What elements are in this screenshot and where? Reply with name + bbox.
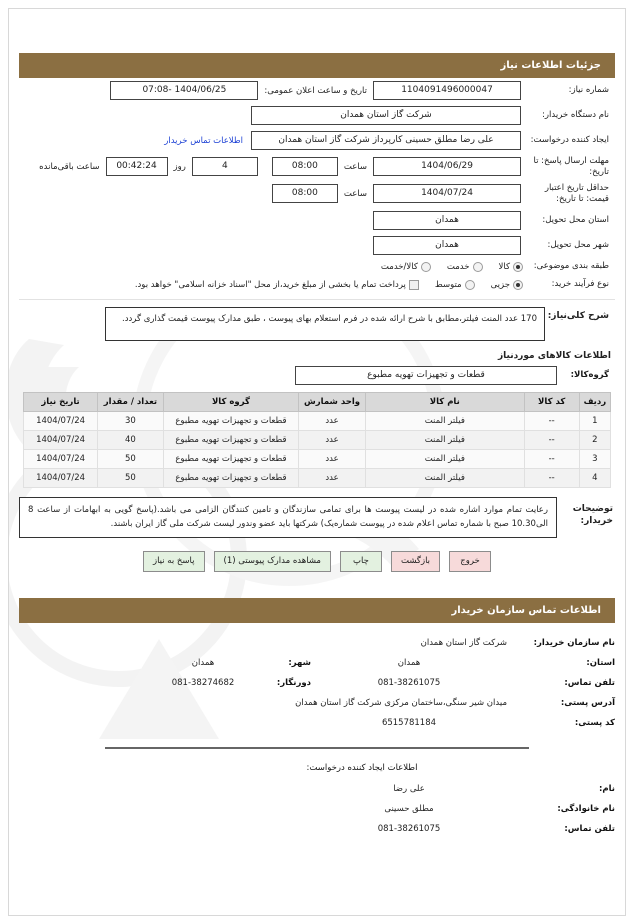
- goods-table-head: [24, 392, 611, 411]
- goods-table: [23, 392, 611, 488]
- buyer-notes-row: [9, 488, 625, 539]
- col-goods-code: کد کالا: [524, 392, 579, 411]
- action-button-bar: [9, 538, 625, 580]
- need-number-row: [19, 78, 615, 103]
- col-goods-group: گروه کالا: [163, 392, 298, 411]
- requester-phone-label: تلفن تماس:: [564, 824, 615, 835]
- purchase-type-option-label: جزیی: [490, 279, 510, 290]
- city-value: همدان: [191, 658, 215, 669]
- validity-hour-field[interactable]: 08:00: [272, 184, 338, 203]
- cell-unit: عدد: [299, 411, 366, 430]
- classification-label: طبقه بندی موضوعی:: [533, 261, 609, 272]
- requester-info-title: اطلاعات ایجاد کننده درخواست:: [306, 763, 418, 774]
- postal-code-label: کد پستی:: [574, 718, 615, 729]
- print-button[interactable]: چاپ: [340, 551, 382, 572]
- buyer-org-contact-row: [9, 633, 625, 653]
- back-button[interactable]: بازگشت: [391, 551, 440, 572]
- postal-code-row: [9, 713, 625, 733]
- summary-text-box: 170 عدد المنت فیلتر،مطابق با شرح ارائه شده در فرم استعلام بهای پیوست ، طبق مدارک پیوست قیمت گذاری گردد.: [105, 307, 545, 341]
- goods-table-wrap: [9, 388, 625, 488]
- need-details-panel: [9, 78, 625, 294]
- requester-phone-value: 081-38261075: [377, 824, 441, 835]
- cell-row-index: 1: [579, 411, 610, 430]
- postal-code-value: 6515781184: [381, 718, 437, 729]
- respond-to-need-button[interactable]: پاسخ به نیاز: [143, 551, 205, 572]
- remaining-time-label: ساعت باقی‌مانده: [39, 161, 100, 172]
- cell-goods-code: --: [524, 449, 579, 468]
- main-content: [9, 53, 625, 839]
- cell-goods-code: --: [524, 468, 579, 487]
- delivery-city-label: شهر محل تحویل:: [547, 239, 609, 250]
- treasury-docs-label: پرداخت تمام یا بخشی از مبلغ خرید،از محل "اسناد خزانه اسلامی" خواهد بود.: [134, 279, 406, 290]
- cell-goods-group: قطعات و تجهیزات تهویه مطبوع: [163, 468, 298, 487]
- purchase-type-option-jozei[interactable]: [491, 280, 523, 290]
- cell-goods-group: قطعات و تجهیزات تهویه مطبوع: [163, 430, 298, 449]
- col-need-date: تاریخ نیاز: [24, 392, 98, 411]
- buyer-notes-box: رعایت تمام موارد اشاره شده در لیست پیوست ها برای تمامی سازندگان و تامین کنندگان الزامی می باشد.(پاسخ گویی به ابهامات از ساعت 8 الی10.30 صبح با شماره تماس اعلام شده در پیوست شماره‌یک) شرکتها باید عضو وندور لیست شرکت ملی گاز ایران باشند.: [19, 497, 557, 539]
- province-label: استان:: [586, 658, 615, 669]
- buyer-org-label: نام دستگاه خریدار:: [542, 110, 609, 121]
- delivery-province-field[interactable]: همدان: [373, 211, 521, 230]
- cell-goods-group: قطعات و تجهیزات تهویه مطبوع: [163, 449, 298, 468]
- classification-option-label: کالا: [498, 261, 510, 272]
- cell-need-date: 1404/07/24: [24, 449, 98, 468]
- buyer-org-contact-value: شرکت گاز استان همدان: [420, 638, 507, 649]
- cell-quantity: 30: [98, 411, 164, 430]
- classification-option-kala[interactable]: [499, 262, 523, 272]
- cell-goods-name: فیلتر المنت: [365, 430, 524, 449]
- phone-label: تلفن تماس:: [564, 678, 615, 689]
- creator-label: ایجاد کننده درخواست:: [530, 135, 609, 146]
- delivery-city-field[interactable]: همدان: [373, 236, 521, 255]
- goods-group-field[interactable]: قطعات و تجهیزات تهویه مطبوع: [295, 366, 557, 385]
- exit-button[interactable]: خروج: [449, 551, 491, 572]
- remaining-days-unit-label: روز: [173, 161, 186, 172]
- table-row: [24, 449, 611, 468]
- goods-group-row: [19, 363, 615, 388]
- cell-need-date: 1404/07/24: [24, 468, 98, 487]
- deadline-hour-label: ساعت: [343, 161, 367, 172]
- radio-icon[interactable]: [465, 280, 475, 290]
- cell-quantity: 40: [98, 430, 164, 449]
- goods-table-body: [24, 411, 611, 487]
- table-row: [24, 468, 611, 487]
- validity-label: حداقل تاریخ اعتبار قیمت: تا تاریخ:: [544, 183, 609, 204]
- col-goods-name: نام کالا: [365, 392, 524, 411]
- province-value: همدان: [397, 658, 421, 669]
- requester-first-name-row: [9, 779, 625, 799]
- purchase-type-option-motevaset[interactable]: [435, 280, 475, 290]
- announce-label: تاریخ و ساعت اعلان عمومی:: [264, 85, 367, 96]
- address-value: میدان شیر سنگی،ساختمان مرکزی شرکت گاز استان همدان: [295, 698, 507, 709]
- table-row: [24, 411, 611, 430]
- need-number-label: شماره نیاز:: [568, 85, 609, 96]
- cell-goods-code: --: [524, 430, 579, 449]
- cell-goods-code: --: [524, 411, 579, 430]
- summary-row: [19, 300, 615, 345]
- goods-group-label: گروه‌کالا:: [570, 369, 609, 380]
- cell-goods-name: فیلتر المنت: [365, 411, 524, 430]
- validity-hour-label: ساعت: [343, 188, 367, 199]
- checkbox-icon[interactable]: [409, 280, 419, 290]
- deadline-row: [19, 153, 615, 180]
- view-attachments-button[interactable]: مشاهده مدارک پیوستی (1): [214, 551, 331, 572]
- phone-value: 081-38261075: [377, 678, 441, 689]
- treasury-docs-checkbox-option[interactable]: [135, 280, 419, 290]
- remaining-time-field[interactable]: 00:42:24: [106, 157, 168, 176]
- cell-unit: عدد: [299, 468, 366, 487]
- cell-row-index: 2: [579, 430, 610, 449]
- requester-last-name-label: نام خانوادگی:: [557, 804, 615, 815]
- requester-first-name-label: نام:: [598, 784, 615, 795]
- need-number-field[interactable]: 1104091496000047: [373, 81, 521, 100]
- validity-row: [19, 180, 615, 207]
- cell-quantity: 50: [98, 449, 164, 468]
- delivery-province-row: [19, 208, 615, 233]
- goods-table-header-row: [24, 392, 611, 411]
- cell-goods-name: فیلتر المنت: [365, 468, 524, 487]
- fax-label: دورنگار:: [276, 678, 311, 689]
- requester-first-name-value: علی رضا: [393, 784, 425, 795]
- remaining-days-field[interactable]: 4: [192, 157, 258, 176]
- section-header-need-details: جزئیات اطلاعات نیاز: [19, 53, 615, 78]
- section-header-buyer-contact: اطلاعات تماس سازمان خریدار: [19, 598, 615, 623]
- classification-option-label: خدمت: [446, 261, 470, 272]
- creator-field[interactable]: علی رضا مطلق حسینی کارپرداز شرکت گاز استان همدان: [251, 131, 521, 150]
- announce-datetime-field[interactable]: 1404/06/25 -07:08: [110, 81, 258, 100]
- requester-last-name-row: [9, 799, 625, 819]
- cell-need-date: 1404/07/24: [24, 411, 98, 430]
- cell-goods-group: قطعات و تجهیزات تهویه مطبوع: [163, 411, 298, 430]
- cell-need-date: 1404/07/24: [24, 430, 98, 449]
- cell-unit: عدد: [299, 430, 366, 449]
- page-frame: [8, 8, 626, 916]
- col-quantity: تعداد / مقدار: [98, 392, 164, 411]
- radio-icon[interactable]: [421, 262, 431, 272]
- cell-row-index: 3: [579, 449, 610, 468]
- cell-row-index: 4: [579, 468, 610, 487]
- cell-goods-name: فیلتر المنت: [365, 449, 524, 468]
- buyer-org-field[interactable]: شرکت گاز استان همدان: [251, 106, 521, 125]
- delivery-province-label: استان محل تحویل:: [542, 214, 609, 225]
- deadline-date-field[interactable]: 1404/06/29: [373, 157, 521, 176]
- col-unit: واحد شمارش: [299, 392, 366, 411]
- fax-value: 081-38274682: [171, 678, 235, 689]
- cell-quantity: 50: [98, 468, 164, 487]
- requester-phone-row: [9, 819, 625, 839]
- radio-icon[interactable]: [513, 280, 523, 290]
- city-label: شهر:: [288, 658, 311, 669]
- table-row: [24, 430, 611, 449]
- radio-icon[interactable]: [473, 262, 483, 272]
- cell-unit: عدد: [299, 449, 366, 468]
- goods-info-title: اطلاعات کالاهای موردنیاز: [497, 350, 611, 361]
- deadline-label: مهلت ارسال پاسخ: تا تاریخ:: [533, 156, 609, 177]
- province-row: [9, 653, 625, 673]
- summary-label: شرح کلی‌نیاز:: [547, 310, 609, 321]
- classification-option-khedmat[interactable]: [447, 262, 483, 272]
- creator-row: [19, 128, 615, 153]
- radio-icon[interactable]: [513, 262, 523, 272]
- validity-date-field[interactable]: 1404/07/24: [373, 184, 521, 203]
- classification-option-kala-khedmat[interactable]: [381, 262, 431, 272]
- purchase-type-row: [19, 276, 615, 294]
- requester-last-name-value: مطلق حسینی: [384, 804, 434, 815]
- purchase-type-option-label: متوسط: [434, 279, 462, 290]
- buyer-notes-label: توضیحات خریدار:: [572, 503, 613, 527]
- address-label: آدرس پستی:: [560, 698, 615, 709]
- deadline-hour-field[interactable]: 08:00: [272, 157, 338, 176]
- summary-panel: [9, 300, 625, 388]
- buyer-contact-panel: [9, 623, 625, 839]
- classification-row: [19, 258, 615, 276]
- purchase-type-label: نوع فرآیند خرید:: [551, 279, 609, 290]
- buyer-contact-link[interactable]: اطلاعات تماس خریدار: [164, 135, 243, 146]
- classification-option-label: کالا/خدمت: [380, 261, 418, 272]
- phone-row: [9, 673, 625, 693]
- col-row-index: ردیف: [579, 392, 610, 411]
- buyer-org-row: [19, 103, 615, 128]
- delivery-city-row: [19, 233, 615, 258]
- buyer-org-contact-label: نام سازمان خریدار:: [533, 638, 615, 649]
- address-row: [9, 693, 625, 713]
